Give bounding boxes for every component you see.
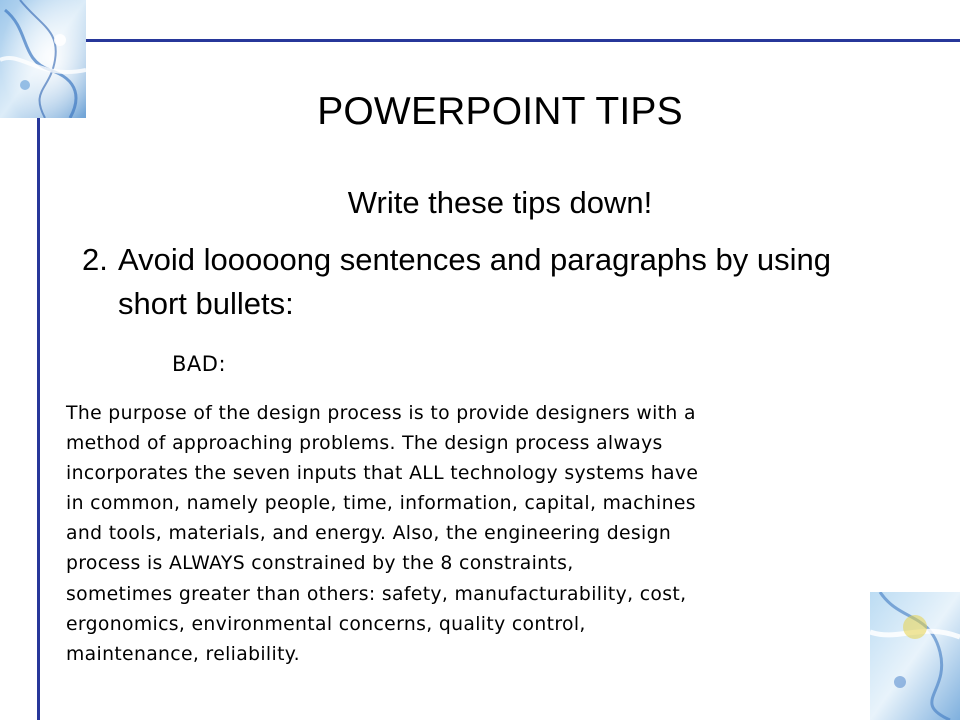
slide-subtitle: Write these tips down! <box>347 185 653 220</box>
top-divider-rule <box>86 39 960 42</box>
dna-artwork-top-left <box>0 0 86 118</box>
tip-text: Avoid looooong sentences and paragraphs by using short bullets: <box>118 242 831 321</box>
bad-example-paragraph: The purpose of the design process is to provide designers with a method of approaching problems. The design process always incorporates the seven inputs that ALL technology systems have in common, namely people, time, information, capital, machines and tools, materials, and energy. Also, the engineering design process is ALWAYS constrained by the 8 constraints, sometimes greater than others: safety, manufacturability, cost, ergonomics, environmental concerns, quality control, maintenance, reliability. <box>66 403 699 665</box>
slide-title: POWERPOINT TIPS <box>317 90 683 133</box>
left-divider-rule <box>37 118 40 720</box>
tip-number: 2. <box>82 242 108 277</box>
bad-example-label: BAD: <box>172 352 227 376</box>
